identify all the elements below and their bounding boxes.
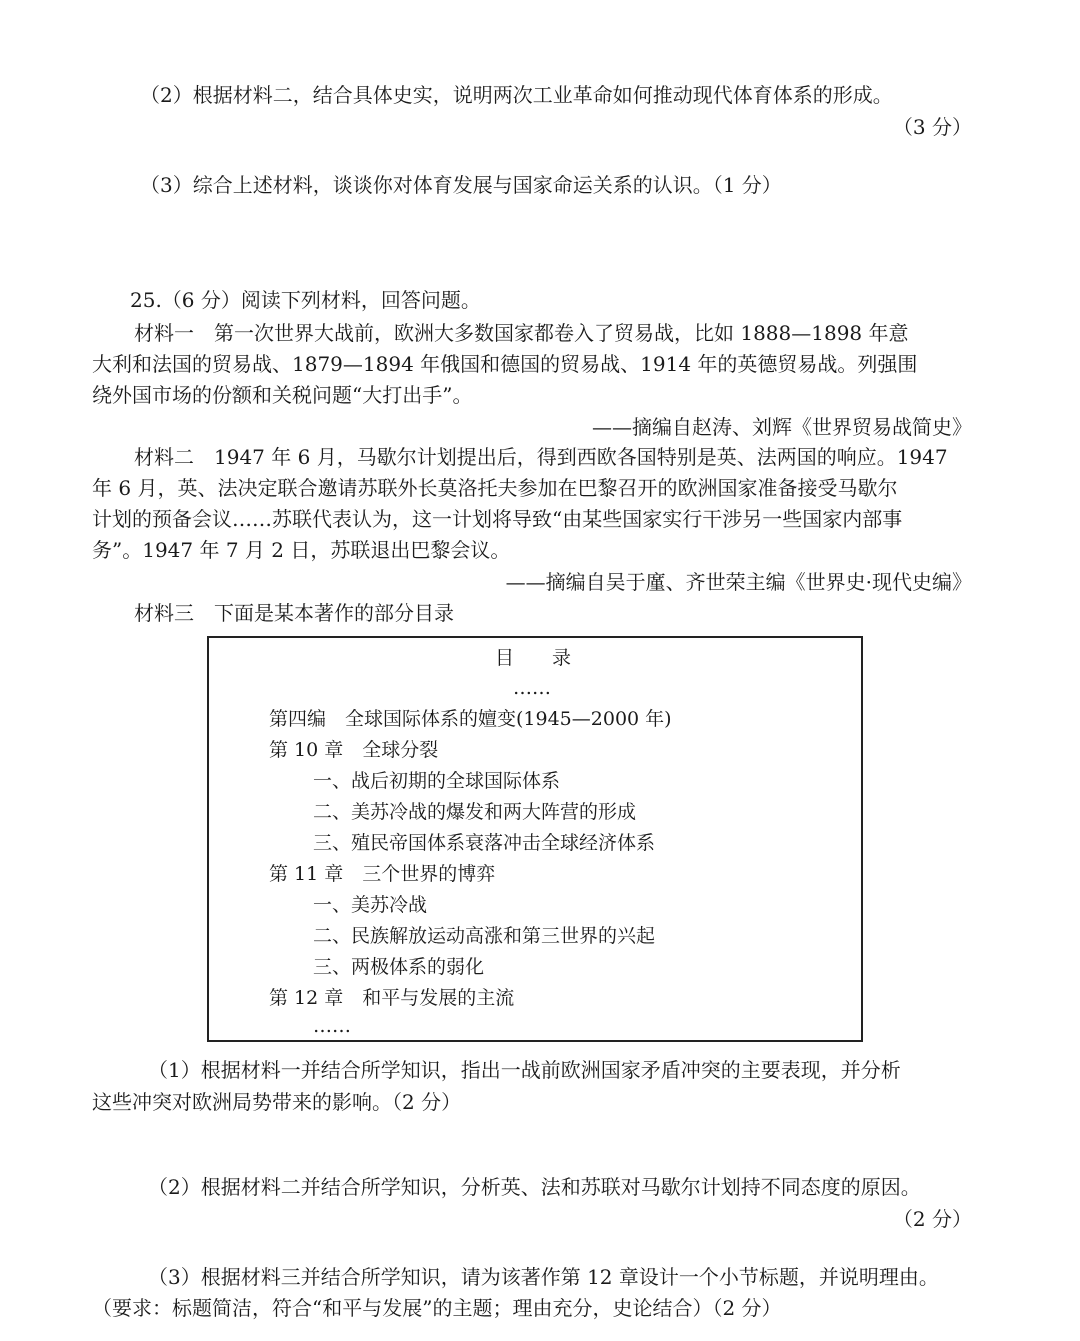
toc-chapter: 第 12 章 和平与发展的主流 xyxy=(269,987,515,1009)
toc-section: 三、两极体系的弱化 xyxy=(313,956,485,978)
question-25-3-line: （3）根据材料三并结合所学知识，请为该著作第 12 章设计一个小节标题，并说明理由。 xyxy=(148,1265,939,1289)
question-25-1-line: （1）根据材料一并结合所学知识，指出一战前欧洲国家矛盾冲突的主要表现，并分析 xyxy=(148,1058,901,1082)
question-25-2: （2）根据材料二并结合所学知识，分析英、法和苏联对马歇尔计划持不同态度的原因。 xyxy=(148,1175,921,1199)
material-3-intro: 材料三 下面是某本著作的部分目录 xyxy=(134,601,454,625)
material-1-line: 材料一 第一次世界大战前，欧洲大多数国家都卷入了贸易战，比如 1888—1898 年意 xyxy=(134,321,909,345)
material-2-line: 务”。1947 年 7 月 2 日，苏联退出巴黎会议。 xyxy=(92,538,511,562)
material-2-source: ——摘编自吴于廑、齐世荣主编《世界史·现代史编》 xyxy=(505,570,972,594)
material-2-line: 计划的预备会议……苏联代表认为，这一计划将导致“由某些国家实行干涉另一些国家内部事 xyxy=(92,507,903,531)
table-of-contents-box xyxy=(207,636,863,1042)
toc-chapter: 第 11 章 三个世界的博弈 xyxy=(269,863,496,885)
toc-section: 三、殖民帝国体系衰落冲击全球经济体系 xyxy=(313,832,656,854)
material-1-source: ——摘编自赵涛、刘辉《世界贸易战简史》 xyxy=(592,415,972,439)
question-25-2-score: （2 分） xyxy=(892,1207,972,1231)
question-25-3-line: （要求：标题简洁，符合“和平与发展”的主题；理由充分，史论结合）（2 分） xyxy=(92,1296,782,1320)
toc-section: 一、战后初期的全球国际体系 xyxy=(313,770,561,792)
material-2-line: 年 6 月，英、法决定联合邀请苏联外长莫洛托夫参加在巴黎召开的欧洲国家准备接受马歇尔 xyxy=(92,476,898,500)
question-25-1-line: 这些冲突对欧洲局势带来的影响。（2 分） xyxy=(92,1090,462,1114)
question-25-heading: 25.（6 分）阅读下列材料，回答问题。 xyxy=(130,288,481,312)
toc-part-heading: 第四编 全球国际体系的嬗变(1945—2000 年) xyxy=(269,708,672,730)
material-2-line: 材料二 1947 年 6 月，马歇尔计划提出后，得到西欧各国特别是英、法两国的响应。1947 xyxy=(134,445,948,469)
toc-section: 二、美苏冷战的爆发和两大阵营的形成 xyxy=(313,801,637,823)
toc-title: 目 录 xyxy=(495,647,572,669)
question-24-3: （3）综合上述材料，谈谈你对体育发展与国家命运关系的认识。（1 分） xyxy=(140,173,782,197)
toc-chapter: 第 10 章 全球分裂 xyxy=(269,739,439,761)
question-24-2: （2）根据材料二，结合具体史实，说明两次工业革命如何推动现代体育体系的形成。 xyxy=(140,83,893,107)
material-1-line: 大利和法国的贸易战、1879—1894 年俄国和德国的贸易战、1914 年的英德贸易战。列强围 xyxy=(92,352,918,376)
toc-section: 二、民族解放运动高涨和第三世界的兴起 xyxy=(313,925,656,947)
material-1-line: 绕外国市场的份额和关税问题“大打出手”。 xyxy=(92,383,473,407)
toc-section: 一、美苏冷战 xyxy=(313,894,428,916)
toc-ellipsis: …… xyxy=(313,1015,351,1037)
question-24-2-score: （3 分） xyxy=(892,115,972,139)
toc-ellipsis: …… xyxy=(513,677,551,699)
